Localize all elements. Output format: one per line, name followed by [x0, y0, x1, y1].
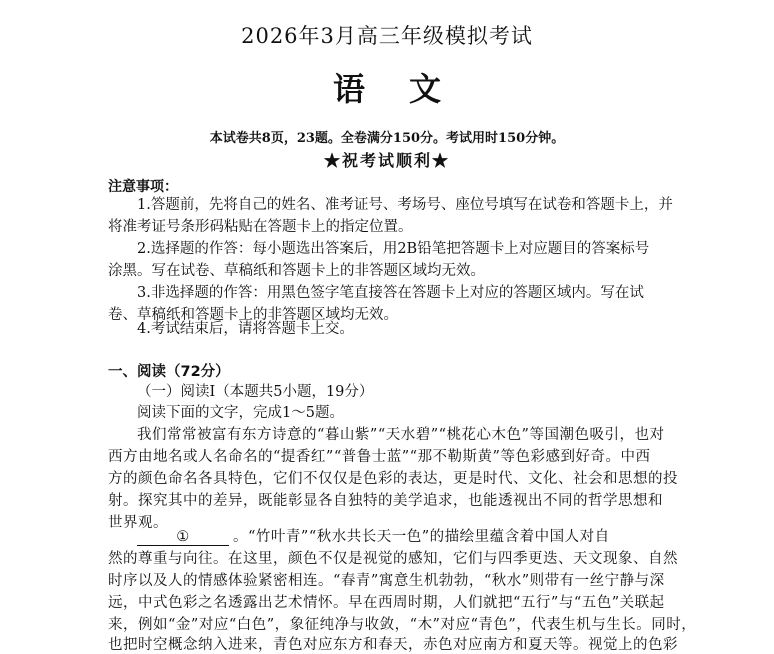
passage-line: 世界观。: [108, 515, 168, 531]
passage-line: 时序以及人的情感体验紧密相连。“春青”寓意生机勃勃，“秋水”则带有一丝宁静与深: [108, 573, 665, 589]
exam-title: 2026年3月高三年级模拟考试: [241, 24, 533, 48]
passage-line: 射。探究其中的差异，既能彰显各自独特的美学追求，也能透视出不同的哲学思想和: [108, 493, 663, 509]
notice-line: 涂黑。写在试卷、草稿纸和答题卡上的非答题区域均无效。: [108, 263, 485, 279]
notice-line: 将准考证号条形码粘贴在答题卡上的指定位置。: [108, 219, 413, 235]
passage-line: 也把时空概念纳入进来，青色对应东方和春天，赤色对应南方和夏天等。视觉上的色彩: [108, 637, 678, 653]
subject-title: 语文: [332, 70, 485, 108]
notice-line: 1.答题前，先将自己的姓名、准考证号、考场号、座位号填写在试卷和答题卡上，并: [137, 197, 673, 213]
exam-info: 本试卷共8页，23题。全卷满分150分。考试用时150分钟。: [209, 131, 565, 146]
passage-line: 来，例如“金”对应“白色”，象征纯净与收敛，“木”对应“青色”，代表生机与生长。同时，: [108, 617, 697, 633]
notice-title: 注意事项：: [108, 179, 178, 195]
passage-line-text: 。“竹叶青”“秋水共长天一色”的描绘里蕴含着中国人对自: [233, 529, 610, 545]
section-subheading: （一）阅读Ⅰ（本题共5小题，19分）: [137, 384, 374, 400]
fill-in-blank: ①: [137, 529, 229, 546]
notice-line: 2.选择题的作答：每小题选出答案后，用2B铅笔把答题卡上对应题目的答案标号: [137, 241, 650, 257]
blessing-banner: ★祝考试顺利★: [323, 151, 450, 170]
passage-line: 我们常常被富有东方诗意的“暮山紫”“天水碧”“桃花心木色”等国潮色吸引，也对: [137, 427, 665, 443]
passage-line: 西方由地名或人名命名的“提香红”“普鲁士蓝”“那不勒斯黄”等色彩感到好奇。中西: [108, 449, 651, 465]
section-heading: 一、阅读（72分）: [108, 364, 230, 380]
passage-line: [137, 526, 610, 548]
notice-line: 3.非选择题的作答：用黑色签字笔直接答在答题卡上对应的答题区域内。写在试: [137, 285, 644, 301]
notice-line: 4.考试结束后，请将答题卡上交。: [137, 321, 354, 337]
passage-line: 远，中式色彩之名透露出艺术情怀。早在西周时期，人们就把“五行”与“五色”关联起: [108, 595, 665, 611]
section-instruction: 阅读下面的文字，完成1～5题。: [137, 405, 344, 421]
passage-line: 方的颜色命名各具特色，它们不仅仅是色彩的表达，更是时代、文化、社会和思想的投: [108, 471, 678, 487]
notice-line: 卷、草稿纸和答题卡上的非答题区域均无效。: [108, 307, 398, 323]
passage-line: 然的尊重与向往。在这里，颜色不仅是视觉的感知，它们与四季更迭、天文现象、自然: [108, 551, 678, 567]
